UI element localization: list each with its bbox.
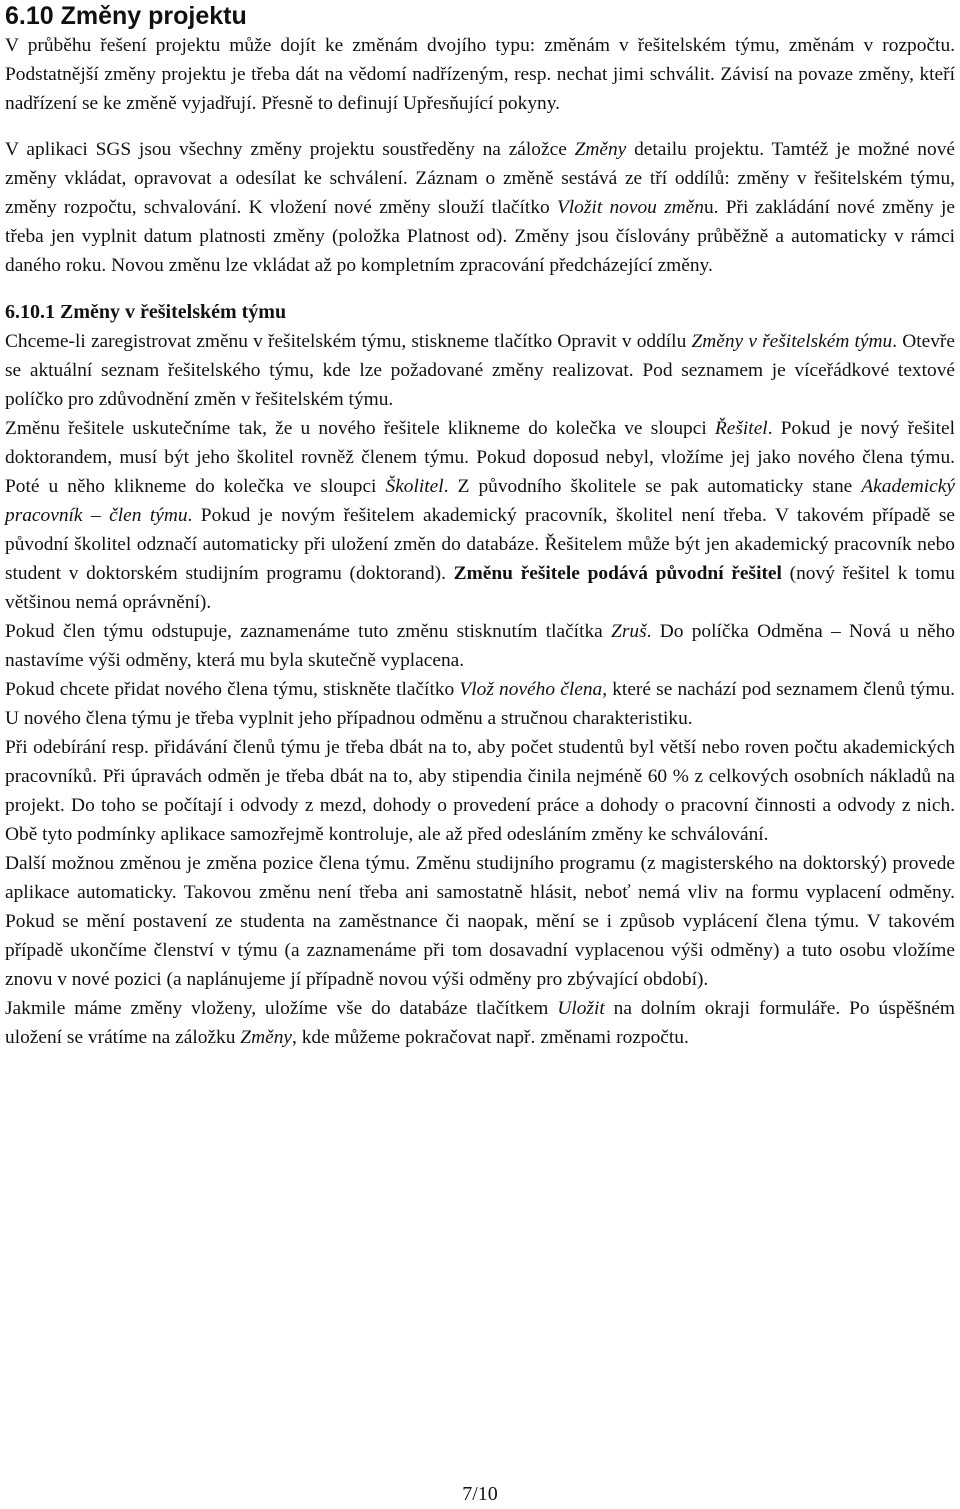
- page-number: 7/10: [462, 1483, 498, 1505]
- document-body: [5, 0, 955, 1052]
- paragraph-sgs-changes: V aplikaci SGS jsou všechny změny projektu soustředěny na záložce Změny detailu projektu. Tamtéž je možné nové změny vkládat, opravovat a odesílat ke schválení. Záznam o změně sestává ze tří oddílů: změny v řešitelském týmu, změny rozpočtu, schvalování. K vložení nové změny slouží tlačítko Vložit novou změnu. Při zakládání nové změny je třeba jen vyplnit datum platnosti změny (položka Platnost od). Změny jsou číslovány průběžně a automaticky v rámci daného roku. Novou změnu lze vkládat až po kompletním zpracování předcházející změny.: [5, 139, 955, 276]
- subsection-heading: 6.10.1 Změny v řešitelském týmu: [5, 301, 287, 323]
- paragraph-position-change: Další možnou změnou je změna pozice člena týmu. Změnu studijního programu (z magisterského na doktorský) provede aplikace automaticky. Takovou změnu není třeba ani samostatně hlásit, neboť nemá vliv na formu vyplacení odměny. Pokud se mění postavení ze studenta na zaměstnance či naopak, mění se i způsob vyplácení člena týmu. V takovém případě ukončíme členství v týmu (a zaznamenáme při tom dosavadní vyplacenou výši odměny) a tuto osobu vložíme znovu v nové pozici (a naplánujeme jí případně novou výši odměny pro zbývající období).: [5, 853, 955, 990]
- paragraph-add-member: Pokud chcete přidat nového člena týmu, stiskněte tlačítko Vlož nového člena, které se nachází pod seznamem členů týmu. U nového člena týmu je třeba vyplnit jeho případnou odměnu a stručnou charakteristiku.: [5, 679, 956, 729]
- paragraph-team-changes: Chceme-li zaregistrovat změnu v řešitelském týmu, stiskneme tlačítko Opravit v oddílu Změny v řešitelském týmu. Otevře se aktuální seznam řešitelského týmu, kde lze požadované změny realizovat. Pod seznamem je víceřádkové textové políčko pro zdůvodnění změn v řešitelském týmu.: [5, 331, 956, 410]
- paragraph-save: Jakmile máme změny vloženy, uložíme vše do databáze tlačítkem Uložit na dolním okraji formuláře. Po úspěšném uložení se vrátíme na záložku Změny, kde můžeme pokračovat např. změnami rozpočtu.: [5, 998, 955, 1048]
- paragraph-member-leaves: Pokud člen týmu odstupuje, zaznamenáme tuto změnu stisknutím tlačítka Zruš. Do políčka Odměna – Nová u něho nastavíme výši odměny, která mu byla skutečně vyplacena.: [5, 621, 955, 671]
- paragraph-change-leader: Změnu řešitele uskutečníme tak, že u nového řešitele klikneme do kolečka ve sloupci Řešitel. Pokud je nový řešitel doktorandem, musí být jeho školitel rovněž členem týmu. Pokud doposud nebyl, vložíme jej jako nového člena týmu. Poté u něho klikneme do kolečka ve sloupci Školitel. Z původního školitele se pak automaticky stane Akademický pracovník – člen týmu. Pokud je novým řešitelem akademický pracovník, školitel není třeba. V takovém případě se původní školitel odznačí automaticky při uložení změn do databáze. Řešitelem může být jen akademický pracovník nebo student v doktorském studijním programu (doktorand). Změnu řešitele podává původní řešitel (nový řešitel k tomu většinou nemá oprávnění).: [5, 418, 956, 613]
- section-heading: 6.10 Změny projektu: [5, 2, 247, 30]
- tab-name-zmeny: Změny: [574, 139, 627, 160]
- button-name-vlozit-novou-zmenu: Vložit novou změn: [556, 197, 704, 218]
- intro-paragraph: V průběhu řešení projektu může dojít ke změnám dvojího typu: změnám v řešitelském týmu, změnám v rozpočtu. Podstatnější změny projektu je třeba dát na vědomí nadřízeným, resp. nechat jimi schválit. Závisí na povaze změny, kteří nadřízení se ke změně vyjadřují. Přesně to definují Upřesňující pokyny.: [5, 35, 955, 114]
- paragraph-conditions: Při odebírání resp. přidávání členů týmu je třeba dbát na to, aby počet studentů byl větší nebo roven počtu akademických pracovníků. Při úpravách odměn je třeba dbát na to, aby stipendia činila nejméně 60 % z celkových osobních nákladů na projekt. Do toho se počítají i odvody z mezd, dohody o provedení práce a dohody o pracovní činnosti a odvody z nich. Obě tyto podmínky aplikace samozřejmě kontroluje, ale až před odesláním změny ke schválování.: [5, 737, 955, 845]
